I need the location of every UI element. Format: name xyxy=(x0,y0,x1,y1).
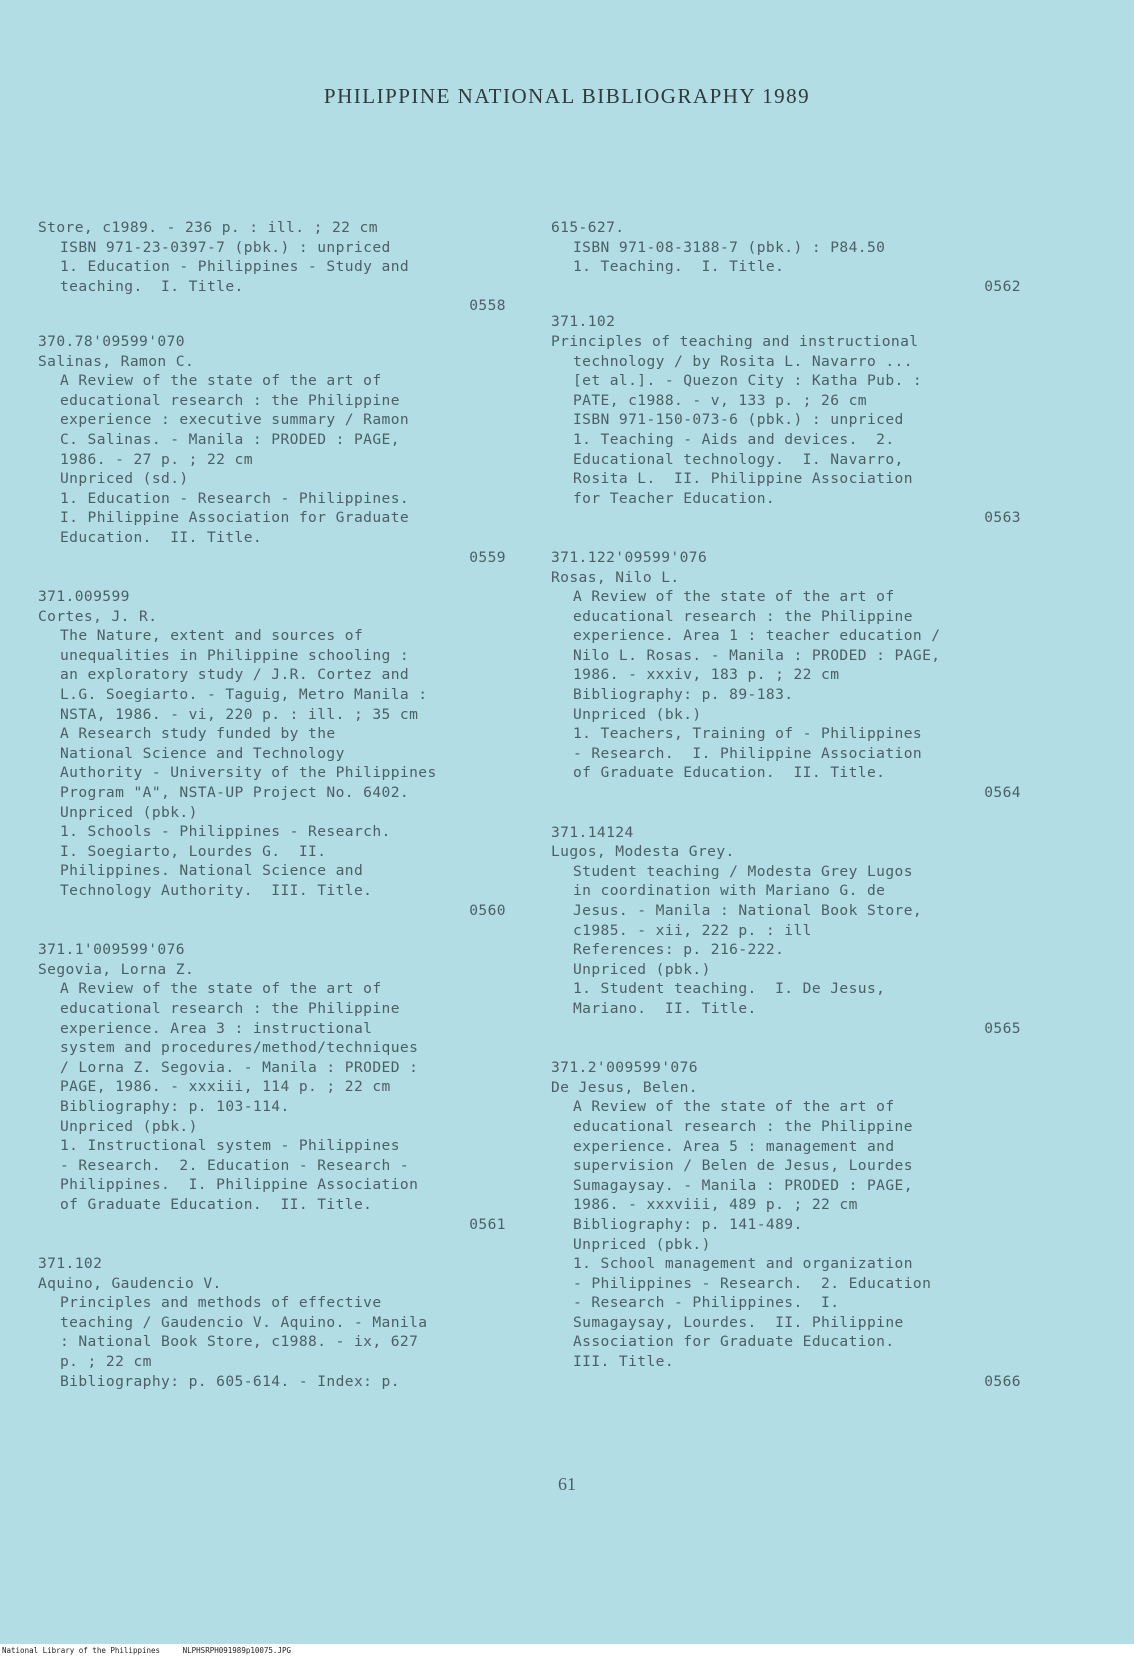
entry-description-line: educational research : the Philippine xyxy=(60,391,400,409)
classification-number: 371.2'009599'076 xyxy=(551,1059,698,1077)
continuation-line: teaching. I. Title. xyxy=(60,277,244,295)
continuation-line: 1. Education - Philippines - Study and xyxy=(60,258,410,276)
left-column xyxy=(38,218,506,1411)
entry-description-line: I. Soegiarto, Lourdes G. II. xyxy=(60,842,327,860)
continuation-line: Store, c1989. - 236 p. : ill. ; 22 cm xyxy=(38,219,378,236)
entry-description-line: A Research study funded by the xyxy=(60,725,336,743)
entry-description-line: Mariano. II. Title. xyxy=(573,999,757,1017)
entry-description-line: ISBN 971-150-073-6 (pbk.) : unpriced xyxy=(573,411,904,429)
classification-number: 371.102 xyxy=(38,1255,103,1273)
entry-description-line: Unpriced (pbk.) xyxy=(60,1117,198,1135)
entry-number: 0558 xyxy=(469,297,506,315)
entry-description-line: 1. School management and organization xyxy=(573,1255,913,1273)
classification-number: 371.122'09599'076 xyxy=(551,548,708,566)
entry-description-line: 1. Teachers, Training of - Philippines xyxy=(573,725,923,743)
entry-description-line: 1. Instructional system - Philippines xyxy=(60,1137,400,1155)
entry-description-line: Philippines. National Science and xyxy=(60,862,364,880)
bibliographic-entry xyxy=(38,587,506,920)
entry-description-line: Bibliography: p. 103-114. xyxy=(60,1097,290,1115)
entry-description-line: Technology Authority. III. Title. xyxy=(60,882,373,899)
classification-number: 371.009599 xyxy=(38,588,130,606)
entry-description-line: supervision / Belen de Jesus, Lourdes xyxy=(573,1157,913,1175)
entry-description-line: 1986. - xxxiv, 183 p. ; 22 cm xyxy=(573,666,840,684)
entry-description-line: 1986. - 27 p. ; 22 cm xyxy=(60,450,253,468)
entry-description-line: educational research : the Philippine xyxy=(573,1117,913,1135)
entry-description-line: III. Title. xyxy=(573,1353,675,1371)
entry-description-line: 1. Teaching - Aids and devices. 2. xyxy=(573,430,895,448)
classification-number: 371.14124 xyxy=(551,823,634,841)
entry-description-line: Program "A", NSTA-UP Project No. 6402. xyxy=(60,784,410,802)
entry-description-line: A Review of the state of the art of xyxy=(60,372,382,390)
entry-description-line: experience. Area 1 : teacher education / xyxy=(573,627,941,645)
entry-heading: Lugos, Modesta Grey. xyxy=(551,843,735,861)
bibliographic-entry xyxy=(551,823,1021,1039)
entry-description-line: Philippines. I. Philippine Association xyxy=(60,1176,419,1194)
entry-description-line: Bibliography: p. 89-183. xyxy=(573,686,794,704)
entry-description-line: experience. Area 3 : instructional xyxy=(60,1019,373,1037)
bibliographic-entry xyxy=(38,1254,506,1391)
entry-heading: Cortes, J. R. xyxy=(38,607,158,625)
entry-description-line: I. Philippine Association for Graduate xyxy=(60,509,410,527)
entry-description-line: an exploratory study / J.R. Cortez and xyxy=(60,666,410,684)
entry-description-line: Bibliography: p. 141-489. xyxy=(573,1215,803,1233)
entry-description-line: of Graduate Education. II. Title. xyxy=(573,764,886,782)
entry-number: 0565 xyxy=(984,1019,1021,1037)
entry-description-line: of Graduate Education. II. Title. xyxy=(60,1195,373,1213)
entry-heading: Principles of teaching and instructional xyxy=(551,332,919,350)
entry-description-line: 1986. - xxxviii, 489 p. ; 22 cm xyxy=(573,1196,858,1214)
entry-number: 0560 xyxy=(469,901,506,919)
continuation-block xyxy=(38,218,506,316)
entry-description-line: Nilo L. Rosas. - Manila : PRODED : PAGE, xyxy=(573,646,941,664)
entry-description-line: Unpriced (pbk.) xyxy=(573,1235,711,1253)
entry-description-line: 1. Education - Research - Philippines. xyxy=(60,489,410,507)
entry-description-line: - Philippines - Research. 2. Education xyxy=(573,1274,932,1292)
entry-description-line: National Science and Technology xyxy=(60,744,345,762)
entry-description-line: Unpriced (pbk.) xyxy=(573,960,711,978)
entry-description-line: - Research. I. Philippine Association xyxy=(573,744,923,762)
bibliographic-entry xyxy=(38,332,506,567)
entry-description-line: NSTA, 1986. - vi, 220 p. : ill. ; 35 cm xyxy=(60,705,419,723)
page-number: 61 xyxy=(558,1474,576,1494)
continuation-line: ISBN 971-08-3188-7 (pbk.) : P84.50 xyxy=(573,238,886,256)
entry-number: 0559 xyxy=(469,548,506,566)
entry-heading: Segovia, Lorna Z. xyxy=(38,960,195,978)
entry-description-line: experience. Area 5 : management and xyxy=(573,1137,895,1155)
entry-description-line: C. Salinas. - Manila : PRODED : PAGE, xyxy=(60,430,400,448)
entry-heading: Salinas, Ramon C. xyxy=(38,352,195,370)
entry-description-line: teaching / Gaudencio V. Aquino. - Manila xyxy=(60,1313,428,1331)
entry-description-line: Authority - University of the Philippines xyxy=(60,764,437,782)
entry-description-line: / Lorna Z. Segovia. - Manila : PRODED : xyxy=(60,1058,419,1076)
entry-description-line: technology / by Rosita L. Navarro ... xyxy=(573,352,913,370)
entry-description-line: 1. Schools - Philippines - Research. xyxy=(60,823,391,841)
page-title: PHILIPPINE NATIONAL BIBLIOGRAPHY 1989 xyxy=(323,84,811,108)
entry-description-line: educational research : the Philippine xyxy=(60,999,400,1017)
right-column xyxy=(551,218,1021,1411)
classification-number: 371.1'009599'076 xyxy=(38,941,185,959)
continuation-line: 615-627. xyxy=(551,219,625,236)
bibliographic-entry xyxy=(551,312,1021,528)
classification-number: 370.78'09599'070 xyxy=(38,332,185,350)
entry-description-line: Unpriced (pbk.) xyxy=(60,803,198,821)
entry-description-line: The Nature, extent and sources of xyxy=(60,627,364,645)
entry-description-line: A Review of the state of the art of xyxy=(573,1098,895,1116)
entry-description-line: Unpriced (bk.) xyxy=(573,705,702,723)
continuation-block xyxy=(551,218,1021,296)
entry-description-line: Education. II. Title. xyxy=(60,528,263,546)
entry-description-line: Principles and methods of effective xyxy=(60,1294,382,1312)
entry-description-line: for Teacher Education. xyxy=(573,489,776,507)
entry-description-line: Jesus. - Manila : National Book Store, xyxy=(573,902,923,919)
entry-description-line: p. ; 22 cm xyxy=(60,1353,152,1371)
entry-description-line: system and procedures/method/techniques xyxy=(60,1039,419,1057)
entry-description-line: Student teaching / Modesta Grey Lugos xyxy=(573,862,913,880)
entry-description-line: educational research : the Philippine xyxy=(573,607,913,625)
entry-description-line: c1985. - xii, 222 p. : ill xyxy=(573,921,812,939)
entry-description-line: Educational technology. I. Navarro, xyxy=(573,450,904,468)
entry-description-line: - Research - Philippines. I. xyxy=(573,1294,840,1312)
entry-description-line: in coordination with Mariano G. de xyxy=(573,882,886,900)
entry-heading: Aquino, Gaudencio V. xyxy=(38,1274,222,1292)
entry-description-line: PATE, c1988. - v, 133 p. ; 26 cm xyxy=(573,391,867,409)
entry-description-line: 1. Student teaching. I. De Jesus, xyxy=(573,980,886,998)
entry-description-line: Sumagaysay, Lourdes. II. Philippine xyxy=(573,1313,904,1331)
entry-description-line: Unpriced (sd.) xyxy=(60,470,189,488)
entry-description-line: [et al.]. - Quezon City : Katha Pub. : xyxy=(573,372,923,390)
bibliographic-entry xyxy=(38,940,506,1234)
entry-description-line: A Review of the state of the art of xyxy=(573,588,895,606)
entry-description-line: : National Book Store, c1988. - ix, 627 xyxy=(60,1333,419,1351)
entry-number: 0564 xyxy=(984,784,1021,802)
entry-description-line: PAGE, 1986. - xxxiii, 114 p. ; 22 cm xyxy=(60,1078,391,1096)
entry-number: 0562 xyxy=(984,277,1021,295)
entry-number: 0561 xyxy=(469,1215,506,1233)
entry-description-line: experience : executive summary / Ramon xyxy=(60,411,410,429)
entry-description-line: - Research. 2. Education - Research - xyxy=(60,1156,410,1174)
entry-description-line: Sumagaysay. - Manila : PRODED : PAGE, xyxy=(573,1176,913,1194)
classification-number: 371.102 xyxy=(551,313,616,331)
entry-heading: De Jesus, Belen. xyxy=(551,1078,698,1096)
bibliographic-entry xyxy=(551,1058,1021,1391)
entry-description-line: A Review of the state of the art of xyxy=(60,980,382,998)
continuation-line: 1. Teaching. I. Title. xyxy=(573,258,785,276)
entry-description-line: L.G. Soegiarto. - Taguig, Metro Manila : xyxy=(60,686,428,704)
entry-description-line: Bibliography: p. 605-614. - Index: p. xyxy=(60,1372,400,1390)
bibliographic-entry xyxy=(551,548,1021,803)
entry-heading: Rosas, Nilo L. xyxy=(551,568,680,586)
entry-number: 0566 xyxy=(984,1372,1021,1390)
entry-number: 0563 xyxy=(984,509,1021,527)
scan-footer: National Library of the Philippines NLPHSRPH091989p10075.JPG xyxy=(0,1644,1134,1658)
entry-description-line: Association for Graduate Education. xyxy=(573,1333,895,1351)
entry-description-line: Rosita L. II. Philippine Association xyxy=(573,470,913,488)
continuation-line: ISBN 971-23-0397-7 (pbk.) : unpriced xyxy=(60,238,391,256)
entry-description-line: unequalities in Philippine schooling : xyxy=(60,646,410,664)
entry-description-line: References: p. 216-222. xyxy=(573,941,785,959)
